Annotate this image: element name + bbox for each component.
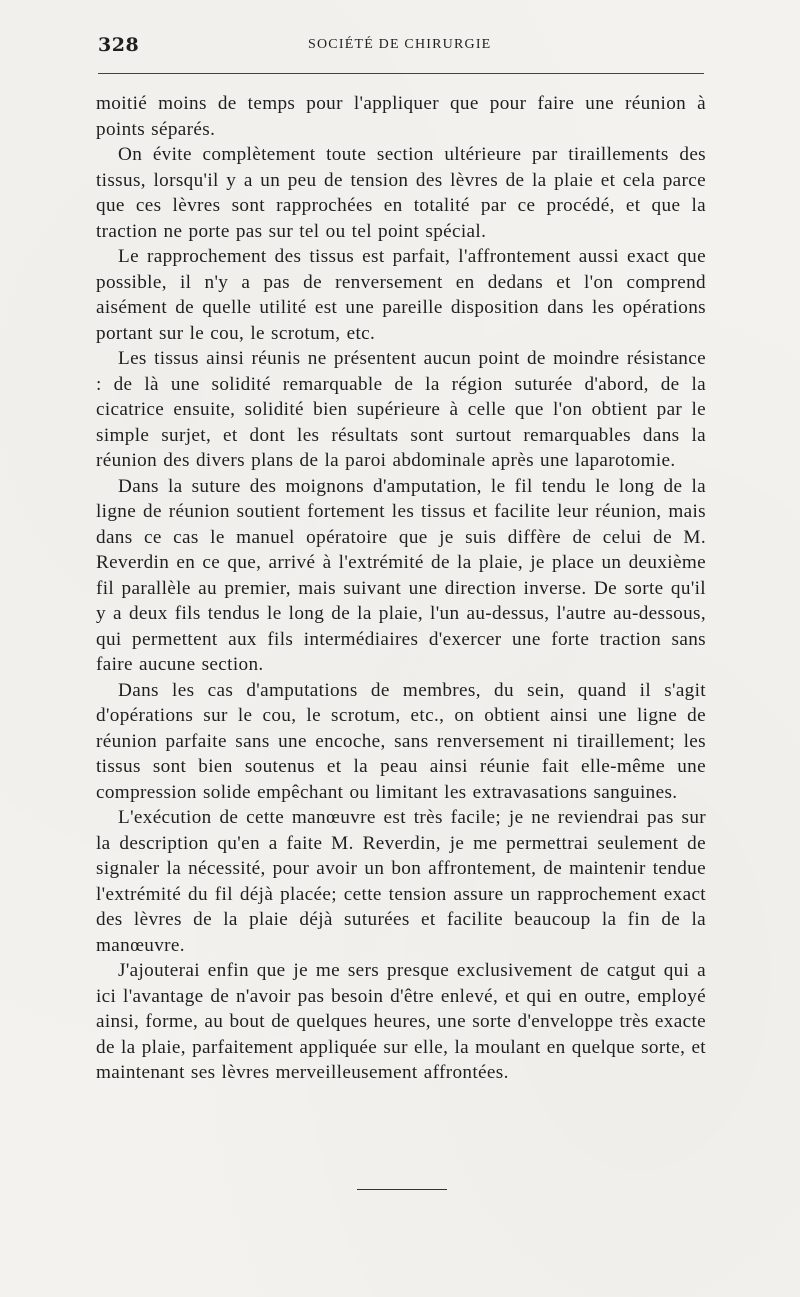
paragraph: Dans les cas d'amputations de membres, du sein, quand il s'agit d'opérations sur le cou, le scrotum, etc., on obtient ainsi une ligne de réunion parfaite sans une encoche, sans renversement ni tiraillement; les tissus sont bien soutenus et la peau ainsi réunie fait elle-même une compression solide empêchant ou limitant les extravasations sanguines. bbox=[96, 679, 706, 803]
paragraph: J'ajouterai enfin que je me sers presque exclusivement de catgut qui a ici l'avantage de n'avoir pas besoin d'être enlevé, et qui en outre, employé ainsi, forme, au bout de quelques heures, une sorte d'enveloppe très exacte de la plaie, parfaitement appliquée sur elle, la moulant en quelque sorte, et maintenant ses lèvres merveilleusement affrontées. bbox=[96, 960, 706, 1083]
end-divider bbox=[357, 1189, 447, 1190]
paragraph: Les tissus ainsi réunis ne présentent aucun point de moindre résistance : de là une solidité remarquable de la région suturée d'abord, de la cicatrice ensuite, solidité bien supérieure à celle que l'on obtient par le simple surjet, et dont les résultats sont surtout remarquables dans la réunion des divers plans de la paroi abdominale après une laparotomie. bbox=[96, 348, 706, 471]
paragraph: L'exécution de cette manœuvre est très facile; je ne reviendrai pas sur la description qu'en a faite M. Reverdin, je me permettrai seulement de signaler la nécessité, pour avoir un bon affrontement, de maintenir tendue l'extrémité du fil déjà placée; cette tension assure un rapprochement exact des lèvres de la plaie déjà suturées et facilite beaucoup la fin de la manœuvre. bbox=[96, 807, 706, 956]
paragraph: On évite complètement toute section ultérieure par tiraillements des tissus, lorsqu'il y a un peu de tension des lèvres de la plaie et cela parce que ces lèvres sont rapprochées en totalité par ce procédé, et que la traction ne porte pas sur tel ou tel point spécial. bbox=[96, 144, 706, 242]
paragraph: Dans la suture des moignons d'amputation, le fil tendu le long de la ligne de réunion soutient fortement les tissus et facilite leur réunion, mais dans ce cas le manuel opératoire que je suis diffère de celui de M. Reverdin en ce que, arrivé à l'extrémité de la plaie, je place un deuxième fil parallèle au premier, mais suivant une direction inverse. De sorte qu'il y a deux fils tendus le long de la plaie, l'un au-dessus, l'autre au-dessous, qui permettent aux fils intermédiaires d'exercer une forte traction sans faire aucune section. bbox=[96, 475, 706, 675]
running-head: SOCIÉTÉ DE CHIRURGIE bbox=[308, 37, 492, 52]
page-number: 328 bbox=[98, 34, 140, 56]
header-divider bbox=[98, 73, 704, 74]
body-text bbox=[96, 91, 706, 1086]
page-header bbox=[98, 34, 704, 60]
paragraph: moitié moins de temps pour l'appliquer que pour faire une réunion à points séparés. bbox=[96, 93, 706, 140]
paragraph: Le rapprochement des tissus est parfait, l'affrontement aussi exact que possible, il n'y a pas de renversement en dedans et l'on comprend aisément de quelle utilité est une pareille disposition dans les opérations portant sur le cou, le scrotum, etc. bbox=[96, 246, 706, 344]
